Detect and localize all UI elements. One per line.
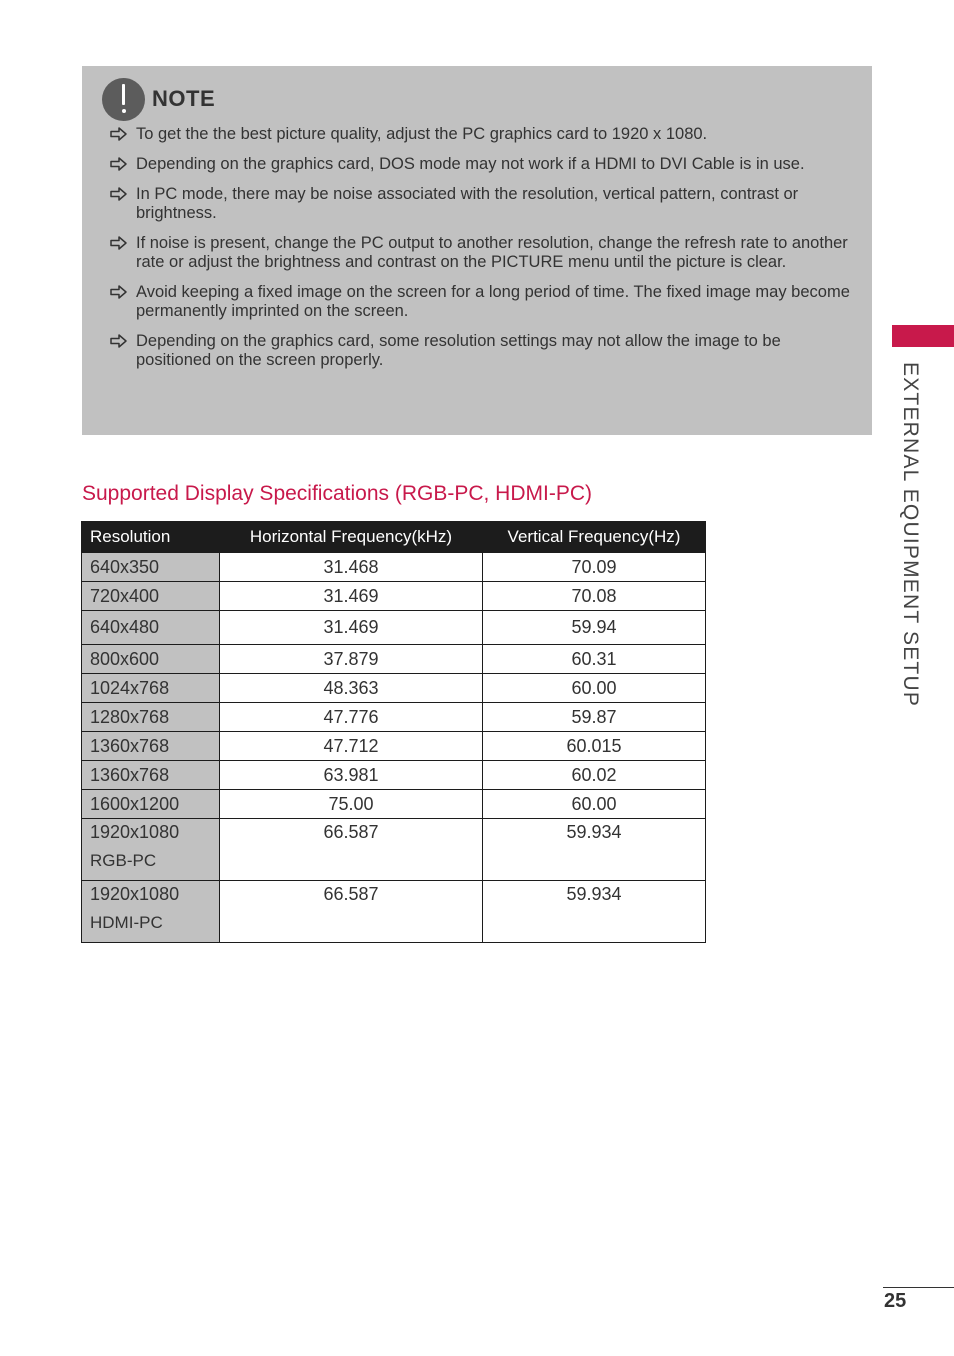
table-row xyxy=(82,703,706,732)
note-item-text: If noise is present, change the PC output to another resolution, change the refresh rate to another rate or adjust the brightness and contrast on the PICTURE menu until the picture is clear. xyxy=(136,234,848,271)
arrow-right-icon xyxy=(110,284,128,300)
resolution-cell: 1360x768 xyxy=(82,732,220,761)
table-row xyxy=(82,881,706,943)
note-item-text: To get the the best picture quality, adjust the PC graphics card to 1920 x 1080. xyxy=(136,125,708,143)
vertical-frequency-cell: 59.94 xyxy=(483,611,706,645)
table-row xyxy=(82,645,706,674)
horizontal-frequency-cell: 37.879 xyxy=(220,645,483,674)
vertical-frequency-cell: 60.02 xyxy=(483,761,706,790)
arrow-right-icon xyxy=(110,126,128,142)
note-item xyxy=(110,185,850,223)
horizontal-frequency-cell: 66.587 xyxy=(220,819,483,881)
resolution-cell: 720x400 xyxy=(82,582,220,611)
table-row xyxy=(82,553,706,582)
resolution-cell: 800x600 xyxy=(82,645,220,674)
vertical-frequency-cell: 70.09 xyxy=(483,553,706,582)
horizontal-frequency-cell: 63.981 xyxy=(220,761,483,790)
note-item xyxy=(110,155,850,174)
resolution-cell: 640x480 xyxy=(82,611,220,645)
horizontal-frequency-cell: 47.712 xyxy=(220,732,483,761)
vertical-frequency-cell: 60.00 xyxy=(483,674,706,703)
vertical-frequency-cell: 59.934 xyxy=(483,819,706,881)
resolution-cell xyxy=(82,881,220,943)
note-item-text: In PC mode, there may be noise associated with the resolution, vertical pattern, contrast or brightness. xyxy=(136,185,799,222)
note-item-text: Depending on the graphics card, DOS mode may not work if a HDMI to DVI Cable is in use. xyxy=(136,155,805,173)
vertical-frequency-cell: 59.87 xyxy=(483,703,706,732)
table-row xyxy=(82,582,706,611)
horizontal-frequency-cell: 66.587 xyxy=(220,881,483,943)
table-row xyxy=(82,732,706,761)
section-title: Supported Display Specifications (RGB-PC, HDMI-PC) xyxy=(82,482,592,505)
table-row xyxy=(82,819,706,881)
vertical-frequency-cell: 60.00 xyxy=(483,790,706,819)
column-header-vertical: Vertical Frequency(Hz) xyxy=(483,522,706,553)
input-type-label: HDMI-PC xyxy=(90,913,163,932)
note-item xyxy=(110,125,850,144)
vertical-frequency-cell: 59.934 xyxy=(483,881,706,943)
horizontal-frequency-cell: 47.776 xyxy=(220,703,483,732)
vertical-frequency-cell: 60.015 xyxy=(483,732,706,761)
resolution-cell: 1024x768 xyxy=(82,674,220,703)
section-tab-marker xyxy=(892,325,954,347)
page-number: 25 xyxy=(884,1290,907,1312)
chapter-side-label: EXTERNAL EQUIPMENT SETUP xyxy=(899,362,922,708)
note-list xyxy=(110,125,850,381)
resolution-cell: 640x350 xyxy=(82,553,220,582)
exclamation-icon xyxy=(102,78,145,121)
horizontal-frequency-cell: 31.469 xyxy=(220,611,483,645)
resolution-cell: 1360x768 xyxy=(82,761,220,790)
vertical-frequency-cell: 70.08 xyxy=(483,582,706,611)
column-header-horizontal: Horizontal Frequency(kHz) xyxy=(220,522,483,553)
spec-table xyxy=(81,521,706,943)
note-item xyxy=(110,283,850,321)
page-number-rule xyxy=(883,1287,954,1288)
arrow-right-icon xyxy=(110,186,128,202)
horizontal-frequency-cell: 48.363 xyxy=(220,674,483,703)
resolution-value: 1920x1080 xyxy=(90,884,180,904)
table-row xyxy=(82,611,706,645)
horizontal-frequency-cell: 31.469 xyxy=(220,582,483,611)
note-item-text: Avoid keeping a fixed image on the screen for a long period of time. The fixed image may become permanently imprinted on the screen. xyxy=(136,283,850,320)
resolution-cell: 1280x768 xyxy=(82,703,220,732)
arrow-right-icon xyxy=(110,235,128,251)
table-row xyxy=(82,790,706,819)
input-type-label: RGB-PC xyxy=(90,851,157,870)
note-box xyxy=(82,66,872,435)
resolution-cell xyxy=(82,819,220,881)
note-item xyxy=(110,234,850,272)
note-title: NOTE xyxy=(152,86,216,111)
table-header-row xyxy=(82,522,706,553)
resolution-value: 1920x1080 xyxy=(90,822,180,842)
note-item-text: Depending on the graphics card, some resolution settings may not allow the image to be positioned on the screen properly. xyxy=(136,332,781,369)
horizontal-frequency-cell: 75.00 xyxy=(220,790,483,819)
note-header xyxy=(102,77,215,121)
table-row xyxy=(82,674,706,703)
arrow-right-icon xyxy=(110,333,128,349)
horizontal-frequency-cell: 31.468 xyxy=(220,553,483,582)
note-item xyxy=(110,332,850,370)
table-row xyxy=(82,761,706,790)
column-header-resolution: Resolution xyxy=(82,522,220,553)
vertical-frequency-cell: 60.31 xyxy=(483,645,706,674)
arrow-right-icon xyxy=(110,156,128,172)
resolution-cell: 1600x1200 xyxy=(82,790,220,819)
